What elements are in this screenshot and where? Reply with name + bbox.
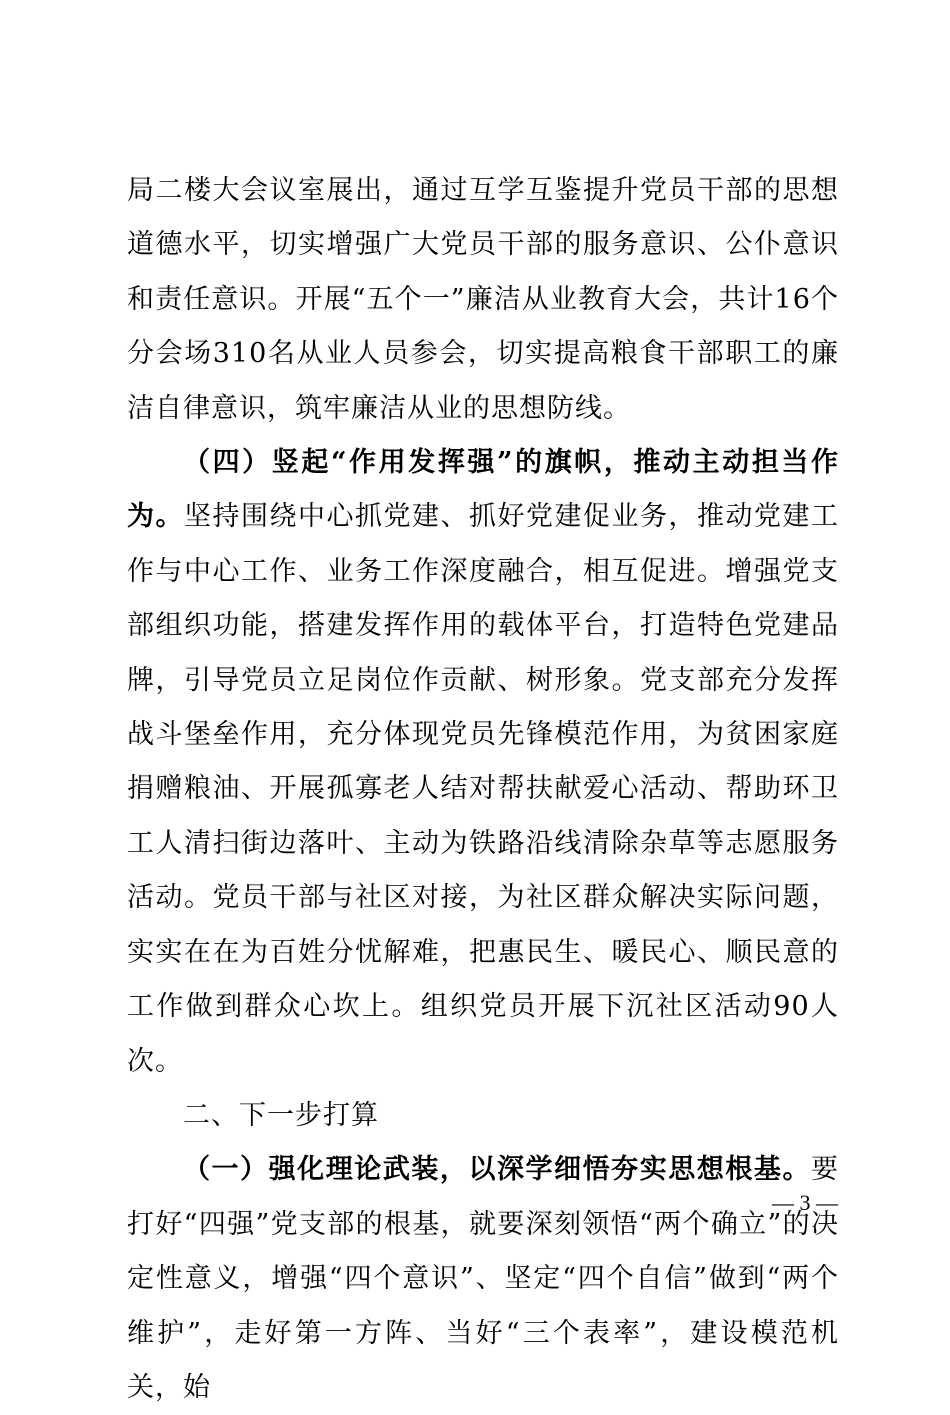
page-number: — 3 — <box>772 1190 838 1215</box>
subheading-next-step-1: （一）强化理论武装，以深学细悟夯实思想根基。 <box>183 1154 811 1186</box>
paragraph-next-step-1 <box>127 1143 839 1415</box>
paragraph-next-step-1-body: 要打好“四强”党支部的根基，就要深刻领悟“两个确立”的决定性意义，增强“四个意识”、坚定“四个自信”做到“两个维护”，走好第一方阵、当好“三个表率”，建设模范机关，始 <box>127 1154 839 1403</box>
paragraph-continuation: 局二楼大会议室展出，通过互学互鉴提升党员干部的思想道德水平，切实增强广大党员干部的服务意识、公仆意识和责任意识。开展“五个一”廉洁从业教育大会，共计16个分会场310名从业人员参会，切实提高粮食干部职工的廉洁自律意识，筑牢廉洁从业的思想防线。 <box>127 175 839 424</box>
paragraph-section-4-body: 坚持围绕中心抓党建、抓好党建促业务，推动党建工作与中心工作、业务工作深度融合，相互促进。增强党支部组织功能，搭建发挥作用的载体平台，打造特色党建品牌，引导党员立足岗位作贡献、树形象。党支部充分发挥战斗堡垒作用，充分体现党员先锋模范作用，为贫困家庭捐赠粮油、开展孤寡老人结对帮扶献爱心活动、帮助环卫工人清扫街边落叶、主动为铁路沿线清除杂草等志愿服务活动。党员干部与社区对接，为社区群众解决实际问题，实实在在为百姓分忧解难，把惠民生、暖民心、顺民意的工作做到群众心坎上。组织党员开展下沉社区活动90人次。 <box>127 501 839 1077</box>
section-heading-next-steps: 二、下一步打算 <box>183 1099 379 1131</box>
subheading-section-4: （四）竖起“作用发挥强”的旗帜，推动主动担当作为。 <box>127 447 839 533</box>
document-body <box>127 164 839 1415</box>
paragraph-section-4 <box>127 436 839 1089</box>
